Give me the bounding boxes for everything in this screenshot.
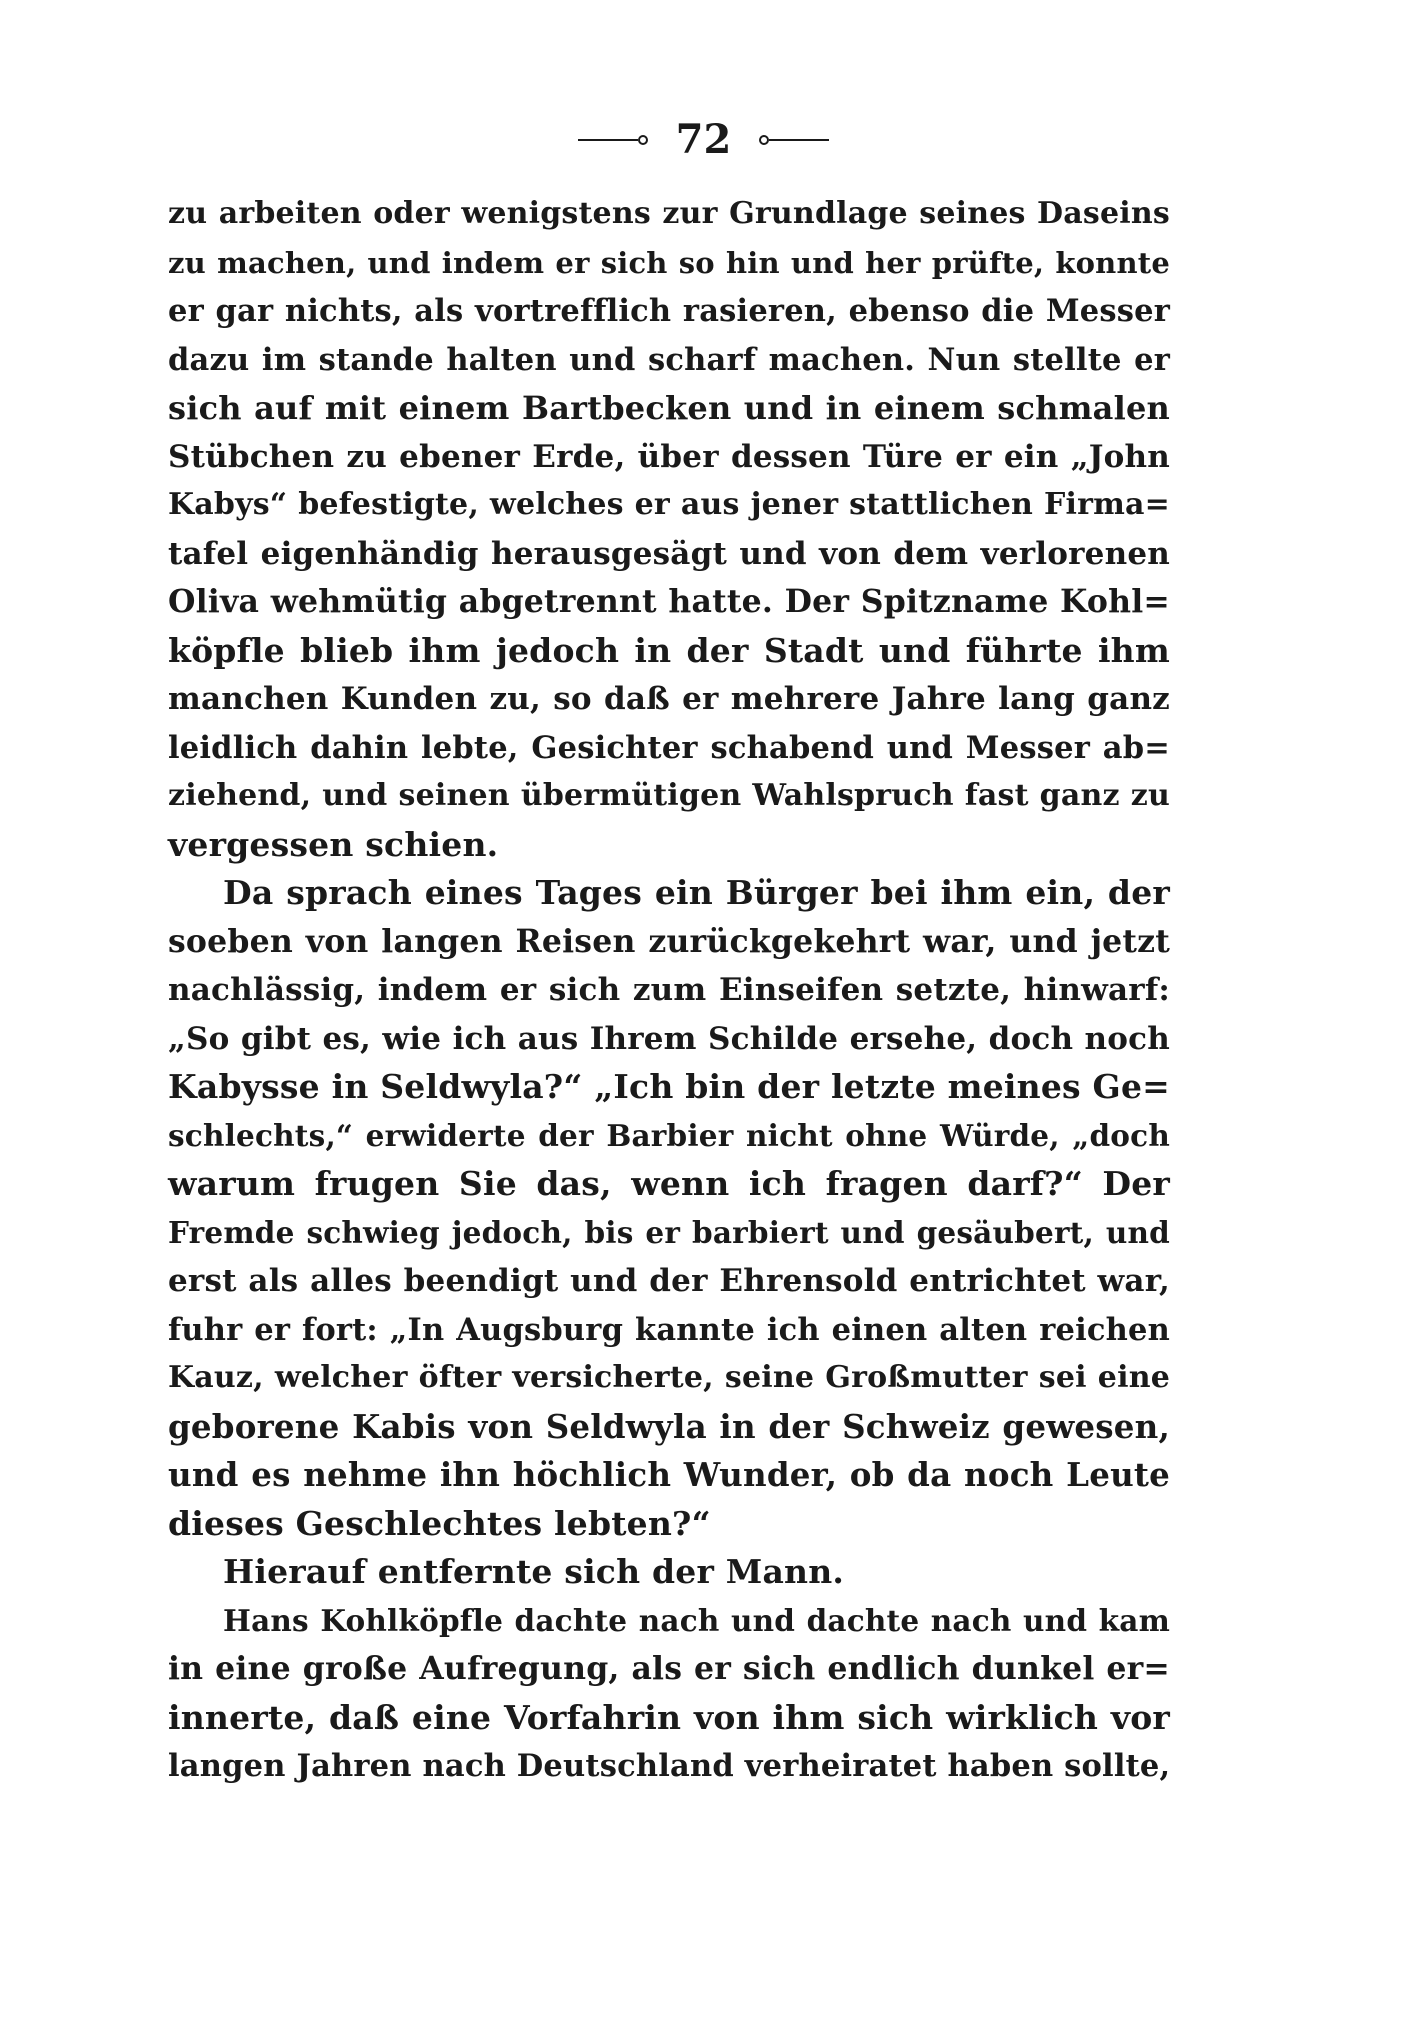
text-line: Kauz, welcher öfter versicherte, seine Großmutter sei eine (168, 1360, 1170, 1395)
ornament-dash (769, 139, 829, 141)
text-line: zu arbeiten oder wenigstens zur Grundlage seines Daseins (168, 196, 1170, 231)
text-line: köpfle blieb ihm jedoch in der Stadt und führte ihm (168, 630, 1170, 670)
text-line: leidlich dahin lebte, Gesichter schabend und Messer ab= (168, 729, 1170, 766)
text-line: erst als alles beendigt und der Ehrensold entrichtet war, (168, 1263, 1170, 1299)
text-line: innerte, daß eine Vorfahrin von ihm sich wirklich vor (168, 1697, 1170, 1737)
text-line: Hans Kohlköpfle dachte nach und dachte nach und kam (223, 1602, 1170, 1638)
left-ornament (578, 135, 648, 145)
text-line: „So gibt es, wie ich aus Ihrem Schilde ersehe, doch noch (168, 1020, 1170, 1057)
text-line: Fremde schwieg jedoch, bis er barbiert und gesäubert, und (168, 1214, 1170, 1250)
text-line: Stübchen zu ebener Erde, über dessen Türe er ein „John (168, 438, 1170, 475)
text-line: Da sprach eines Tages ein Bürger bei ihm ein, der (223, 873, 1170, 912)
ornament-ring (759, 135, 769, 145)
text-line: manchen Kunden zu, so daß er mehrere Jahre lang ganz (168, 681, 1170, 717)
ornament-dash (578, 139, 638, 141)
text-line: dieses Geschlechtes lebten?“ (168, 1503, 711, 1543)
text-line: soeben von langen Reisen zurückgekehrt war, und jetzt (168, 922, 1170, 960)
text-line: vergessen schien. (168, 824, 499, 864)
text-line: nachlässig, indem er sich zum Einseifen setzte, hinwarf: (168, 972, 1170, 1008)
page-header (0, 110, 1407, 170)
body-text (168, 190, 1170, 1791)
text-line: schlechts,“ erwiderte der Barbier nicht ohne Würde, „doch (168, 1117, 1170, 1153)
page-number: 72 (675, 116, 732, 163)
text-line: warum frugen Sie das, wenn ich fragen darf?“ Der (168, 1164, 1170, 1203)
text-line: in eine große Aufregung, als er sich endlich dunkel er= (168, 1650, 1170, 1687)
text-line: geborene Kabis von Seldwyla in der Schweiz gewesen, (168, 1406, 1170, 1446)
text-line: tafel eigenhändig herausgesägt und von dem verlorenen (168, 535, 1170, 572)
text-line: Kabysse in Seldwyla?“ „Ich bin der letzte meines Ge= (168, 1067, 1170, 1106)
text-line: fuhr er fort: „In Augsburg kannte ich einen alten reichen (168, 1311, 1170, 1348)
text-line: Hierauf entfernte sich der Mann. (223, 1552, 845, 1591)
text-line: Oliva wehmütig abgetrennt hatte. Der Spitzname Kohl= (168, 583, 1170, 620)
text-line: Kabys“ befestigte, welches er aus jener stattlichen Firma= (168, 487, 1170, 522)
text-line: zu machen, und indem er sich so hin und her prüfte, konnte (168, 245, 1170, 280)
text-line: sich auf mit einem Bartbecken und in einem schmalen (168, 389, 1170, 427)
text-line: ziehend, und seinen übermütigen Wahlspruch fast ganz zu (168, 778, 1170, 813)
text-line: er gar nichts, als vortrefflich rasieren, ebenso die Messer (168, 293, 1170, 329)
text-line: langen Jahren nach Deutschland verheiratet haben sollte, (168, 1748, 1171, 1784)
text-line: und es nehme ihn höchlich Wunder, ob da noch Leute (168, 1455, 1170, 1494)
text-line: dazu im stande halten und scharf machen. Nun stellte er (168, 341, 1170, 378)
right-ornament (759, 135, 829, 145)
ornament-ring (638, 135, 648, 145)
